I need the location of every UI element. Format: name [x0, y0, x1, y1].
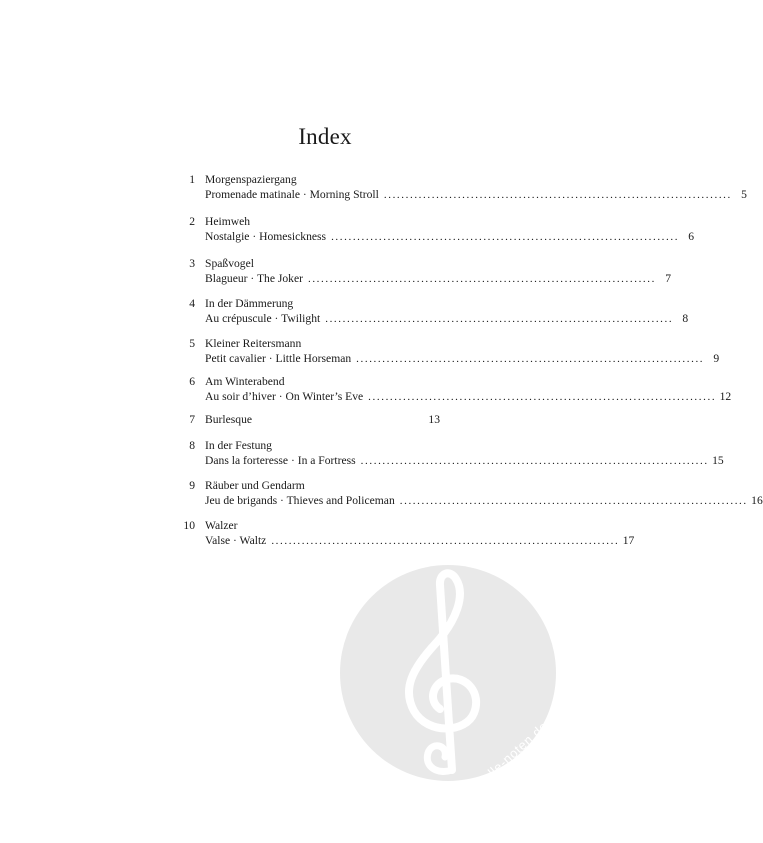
toc-leader-dots: ................................................................................	[331, 231, 680, 243]
toc-entry-subtitle-line	[205, 493, 763, 509]
toc-leader-dots: ................................................................................	[325, 313, 674, 325]
toc-entry-title-line	[205, 256, 440, 271]
toc-entry-title-line	[205, 336, 440, 351]
toc-entry-title: Walzer	[205, 519, 238, 532]
toc-entry-subtitle-line	[205, 351, 720, 367]
toc-entry-page: 15	[712, 454, 724, 467]
toc-entry-number: 7	[189, 413, 195, 426]
toc-entry-subtitle: Promenade matinale · Morning Stroll	[205, 188, 379, 201]
toc-entry-subtitle-line	[205, 187, 747, 203]
toc-entry-title: Am Winterabend	[205, 375, 285, 388]
toc-entry-title-line	[205, 296, 440, 311]
toc-entry-title: Spaßvogel	[205, 257, 254, 270]
toc-entry-page: 17	[622, 534, 635, 547]
page-title: Index	[298, 124, 352, 149]
toc-entry-page: 13	[428, 413, 440, 426]
toc-entry-number: 5	[189, 337, 195, 350]
toc-entry-subtitle-line	[205, 311, 689, 327]
toc-leader-dots: ................................................................................	[399, 495, 748, 507]
toc-entry-number: 10	[183, 519, 195, 532]
toc-entry-title-line	[205, 214, 440, 229]
toc-entry-title-line	[205, 518, 440, 533]
toc-entry-title-line	[205, 172, 440, 187]
toc-entry-number: 8	[189, 439, 195, 452]
toc-entry-number: 1	[189, 173, 195, 186]
toc-entry-page: 8	[682, 312, 689, 325]
toc-leader-dots: ................................................................................	[356, 353, 705, 365]
toc-entry-title: Räuber und Gendarm	[205, 479, 305, 492]
toc-entry-subtitle-line	[205, 271, 671, 287]
toc-entry-title: In der Dämmerung	[205, 297, 294, 310]
toc-entry-title: Burlesque	[205, 413, 253, 426]
toc-entry-title-line	[205, 478, 440, 493]
toc-entry-title-line	[205, 412, 440, 427]
toc-entry-title: In der Festung	[205, 439, 272, 452]
toc-entry-subtitle-line	[205, 389, 732, 405]
toc-entry-subtitle: Valse · Waltz	[205, 534, 267, 547]
toc-entry-subtitle: Jeu de brigands · Thieves and Policeman	[205, 494, 395, 507]
toc-entry-number: 6	[189, 375, 195, 388]
toc-entry-page: 7	[665, 272, 671, 285]
toc-entry-subtitle: Nostalgie · Homesickness	[205, 230, 327, 243]
toc-entry-title: Heimweh	[205, 215, 251, 228]
toc-entry-subtitle: Au crépuscule · Twilight	[205, 312, 321, 325]
toc-entry-subtitle: Dans la forteresse · In a Fortress	[205, 454, 356, 467]
toc-leader-dots: ................................................................................	[383, 189, 732, 201]
toc-entry-number: 3	[189, 257, 195, 270]
toc-entry-page: 5	[741, 188, 747, 201]
toc-entry-title-line	[205, 438, 440, 453]
toc-entry-subtitle: Blagueur · The Joker	[205, 272, 303, 285]
toc-entry-number: 2	[189, 215, 195, 228]
toc-entry-title-line	[205, 374, 440, 389]
toc-entry-page: 9	[713, 352, 720, 365]
toc-entry-subtitle: Petit cavalier · Little Horseman	[205, 352, 352, 365]
toc-entry-page: 12	[719, 390, 732, 403]
toc-entry-subtitle: Au soir d’hiver · On Winter’s Eve	[205, 390, 364, 403]
toc-entry-subtitle-line	[205, 229, 695, 245]
watermark-text: alle-noten.de	[479, 718, 551, 785]
toc-leader-dots: ................................................................................	[271, 535, 620, 547]
toc-entry-subtitle-line	[205, 453, 724, 469]
toc-entry-title: Kleiner Reitersmann	[205, 337, 302, 350]
toc-entry-number: 9	[189, 479, 195, 492]
toc-leader-dots: ................................................................................	[360, 455, 709, 467]
toc-entry-page: 16	[751, 494, 763, 507]
toc-entry-subtitle-line	[205, 533, 635, 549]
toc-entry-page: 6	[688, 230, 695, 243]
toc-entry-title: Morgenspaziergang	[205, 173, 297, 186]
toc-leader-dots: ................................................................................	[307, 273, 656, 285]
toc-leader-dots: ................................................................................	[368, 391, 717, 403]
toc-entry-number: 4	[189, 297, 195, 310]
watermark-logo	[340, 565, 556, 785]
